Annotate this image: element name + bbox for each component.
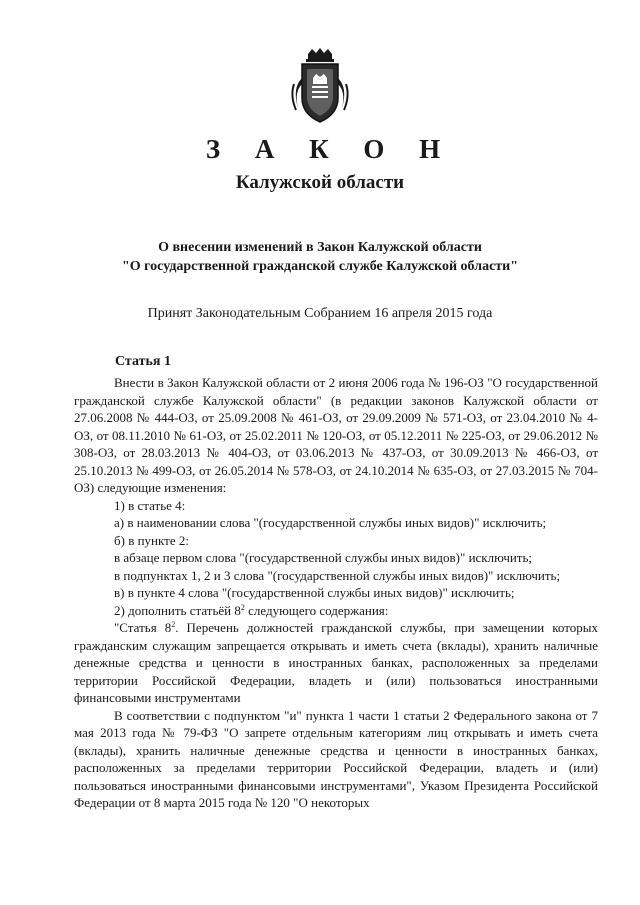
adoption-line: Принят Законодательным Собранием 16 апреля 2015 года [147, 306, 493, 321]
list-item: в подпунктах 1, 2 и 3 слова "(государственной службы иных видов)" исключить; [114, 567, 561, 583]
region-subtitle: Калужской области [235, 172, 405, 193]
final-paragraph: В соответствии с подпунктом "и" пункта 1 части 1 статьи 2 Федерального закона от 7 мая 2013 года № 79-ФЗ "О запрете отдельным категориям лиц открывать и иметь счета (вклады), хранить наличные денежные средства и ценности в иностранных банках, расположенных за пределами территории Российской Федерации, владеть и (или) пользоваться иностранными финансовыми инструментами", Указом Президента Российской Федерации от 8 марта 2015 года № 120 "О некоторых [74, 707, 598, 810]
list-item: б) в пункте 2: [114, 532, 189, 548]
quote-text-end: . Перечень должностей гражданской службы, при замещении которых гражданским служащим запрещается открывать и иметь счета (вклады), хранить наличные денежные средства и ценности в иностранных банках, расположенных за пределами территории Российской Федерации, владеть и (или) пользоваться иностранными финансовыми инструментами [74, 620, 599, 705]
list-item: в) в пункте 4 слова "(государственной службы иных видов)" исключить; [114, 585, 515, 600]
law-title: З А К О Н [205, 134, 455, 164]
quote-text: "Статья 8 [114, 620, 172, 635]
coat-of-arms-icon [288, 48, 352, 126]
law-name-line-1: О внесении изменений в Закон Калужской области [158, 240, 482, 255]
quote-superscript: 2 [171, 620, 176, 629]
list-item: в абзаце первом слова "(государственной службы иных видов)" исключить; [114, 550, 533, 565]
quoted-article [74, 619, 598, 707]
law-name-line-2: "О государственной гражданской службе Калужской области" [122, 259, 518, 274]
article-heading: Статья 1 [115, 354, 171, 369]
article-intro: Внести в Закон Калужской области от 2 июня 2006 года № 196-ОЗ "О государственной гражданской службе Калужской области" (в редакции законов Калужской области от 27.06.2008 № 444-ОЗ, от 25.09.2008 № 461-ОЗ, от 29.09.2009 № 571-ОЗ, от 23.04.2010 № 4-ОЗ, от 08.11.2010 № 61-ОЗ, от 25.02.2011 № 120-ОЗ, от 05.12.2011 № 225-ОЗ, от 29.06.2012 № 308-ОЗ, от 28.03.2013 № 404-ОЗ, от 03.06.2013 № 437-ОЗ, от 30.09.2013 № 466-ОЗ, от 25.10.2013 № 499-ОЗ, от 26.05.2014 № 578-ОЗ, от 24.10.2014 № 635-ОЗ, от 27.03.2015 № 704-ОЗ) следующие изменения: [74, 375, 598, 495]
item2-superscript: 2 [240, 602, 245, 612]
item2-text-end: следующего содержания: [244, 602, 389, 618]
list-item-add-article [114, 602, 598, 620]
item2-text: 2) дополнить статьёй 8 [114, 602, 241, 618]
list-item: а) в наименовании слова "(государственной службы иных видов)" исключить; [114, 515, 547, 530]
list-item: 1) в статье 4: [114, 497, 186, 513]
law-name [0, 238, 640, 276]
article-body [74, 374, 598, 812]
